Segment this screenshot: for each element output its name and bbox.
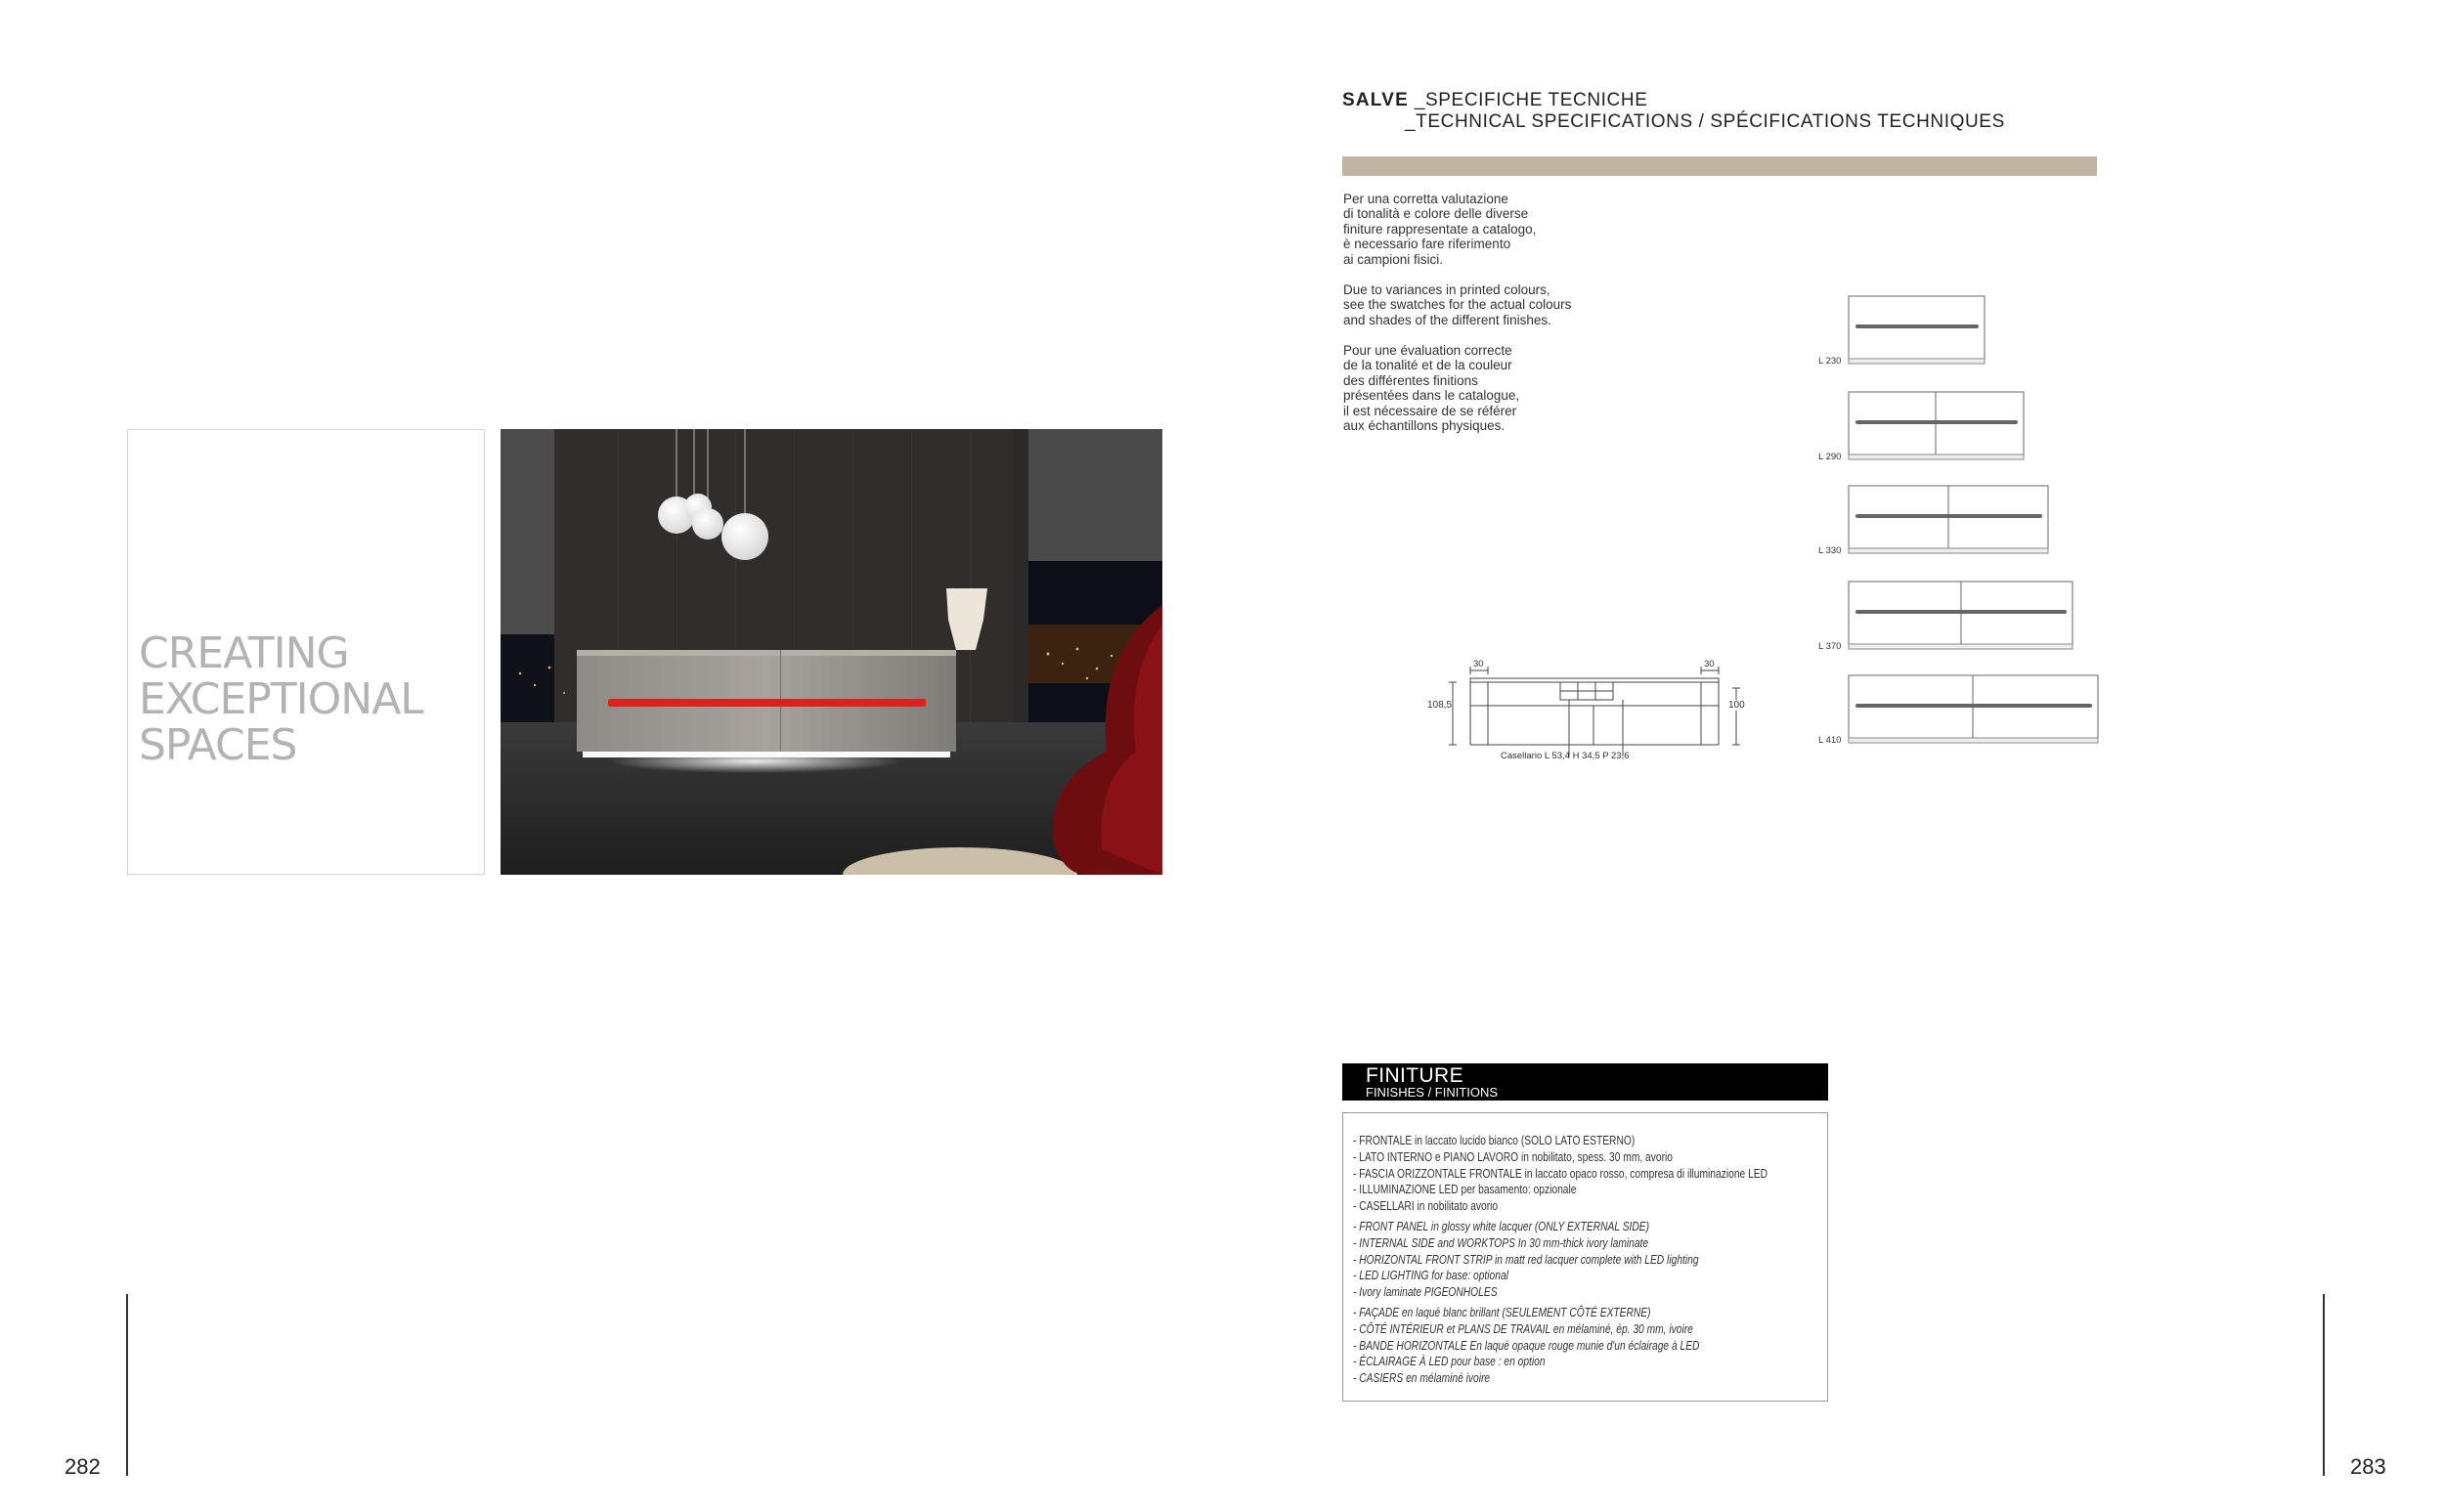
drawing-caption: Casellario L 53,4 H 34,5 P 23,6 [1501, 751, 1630, 761]
note-line: Per una corretta valutazione [1343, 192, 1508, 206]
header-band [1342, 156, 2097, 176]
note-line: de la tonalité et de la couleur [1343, 358, 1512, 373]
finish-item: - INTERNAL SIDE and WORKTOPS In 30 mm-thick ivory laminate [1353, 1235, 1649, 1250]
note-english [1343, 282, 1571, 327]
finish-item: - FASCIA ORIZZONTALE FRONTALE in laccato opaco rosso, compresa di illuminazione LED [1353, 1166, 1768, 1181]
finishes-group-english [1353, 1219, 1774, 1301]
reception-desk-photo [501, 429, 1162, 875]
spec-header [1342, 90, 1647, 111]
finish-item: - LATO INTERNO e PIANO LAVORO in nobilitato, spess. 30 mm, avorio [1353, 1149, 1673, 1164]
dim-top-left: 30 [1473, 659, 1484, 670]
finishes-subtitle: FINISHES / FINITIONS [1366, 1085, 1499, 1100]
note-line: see the swatches for the actual colours [1343, 297, 1572, 313]
model-sizes [1818, 295, 2102, 745]
model-label: L 230 [1818, 356, 1842, 367]
section-drawing [1427, 659, 1750, 766]
dim-top-right: 30 [1704, 659, 1715, 670]
title-line-1: CREATING [139, 628, 349, 678]
finish-item: - BANDE HORIZONTALE En laqué opaque rouge munie d'un éclairage à LED [1353, 1338, 1700, 1353]
model-label: L 330 [1818, 545, 1842, 556]
finish-item: - FRONT PANEL in glossy white lacquer (ONLY EXTERNAL SIDE) [1353, 1220, 1650, 1233]
finish-item: - CASELLARI in nobilitato avorio [1353, 1199, 1499, 1214]
note-line: ai campioni fisici. [1343, 251, 1444, 267]
finish-item: - HORIZONTAL FRONT STRIP in matt red lacquer complete with LED lighting [1353, 1252, 1699, 1267]
header-line-1: _SPECIFICHE TECNICHE [1414, 90, 1648, 110]
finishes-group-french [1353, 1305, 1775, 1387]
finish-item: - ÉCLAIRAGE À LED pour base : en option [1353, 1355, 1546, 1369]
note-italian [1343, 192, 1536, 267]
note-line: Pour une évaluation correcte [1343, 343, 1512, 358]
finish-item: - Ivory laminate PIGEONHOLES [1353, 1285, 1498, 1300]
note-line: des différentes finitions [1343, 372, 1478, 388]
note-line: and shades of the different finishes. [1343, 312, 1551, 327]
page-divider-right [2323, 1294, 2325, 1476]
model-label: L 370 [1818, 641, 1842, 652]
page-divider-left [126, 1294, 128, 1476]
finish-item: - FRONTALE in laccato lucido bianco (SOLO LATO ESTERNO) [1353, 1134, 1636, 1147]
note-line: di tonalità e colore delle diverse [1343, 206, 1529, 222]
note-line: è necessario fare riferimento [1343, 237, 1511, 252]
title-line-2: EXCEPTIONAL [139, 674, 423, 724]
title-box [127, 429, 485, 875]
title-line-3: SPACES [139, 720, 297, 770]
note-line: il est nécessaire de se référer [1343, 403, 1517, 418]
model-drawing-l230 [1848, 295, 1989, 372]
page-number-left: 282 [65, 1454, 101, 1479]
finish-item: - FAÇADE en laqué blanc brillant (SEULEMENT CÔTÉ EXTERNE) [1353, 1306, 1651, 1319]
model-label: L 410 [1818, 735, 1842, 746]
finishes-group-italian [1353, 1133, 1858, 1215]
note-line: présentées dans le catalogue, [1343, 388, 1520, 404]
finish-item: - LED LIGHTING for base: optional [1353, 1269, 1508, 1283]
note-french [1343, 343, 1519, 433]
finish-item: - CÔTÉ INTÉRIEUR et PLANS DE TRAVAIL en mélaminé, ép. 30 mm, ivoire [1353, 1321, 1693, 1336]
finishes-title: FINITURE [1366, 1064, 1464, 1087]
finish-item: - ILLUMINAZIONE LED per basamento: opzionale [1353, 1183, 1577, 1197]
model-drawing-l290 [1848, 391, 2029, 468]
model-drawing-l330 [1848, 485, 2053, 562]
page-number-right: 283 [2350, 1454, 2386, 1479]
dim-height-left: 108,5 [1427, 700, 1453, 711]
finishes-list [1342, 1112, 1828, 1402]
model-drawing-l410 [1848, 674, 2102, 752]
model-drawing-l370 [1848, 581, 2077, 658]
note-line: aux échantillons physiques. [1343, 417, 1506, 433]
model-label: L 290 [1818, 452, 1842, 462]
dim-height-right: 100 [1728, 700, 1745, 711]
note-line: Due to variances in printed colours, [1343, 282, 1550, 297]
finishes-header [1342, 1063, 1828, 1101]
note-line: finiture rappresentate a catalogo, [1343, 221, 1537, 237]
finish-item: - CASIERS en mélaminé ivoire [1353, 1371, 1491, 1386]
brand-name: SALVE [1342, 90, 1409, 110]
header-line-2: _TECHNICAL SPECIFICATIONS / SPÉCIFICATIONS TECHNIQUES [1405, 111, 2005, 132]
